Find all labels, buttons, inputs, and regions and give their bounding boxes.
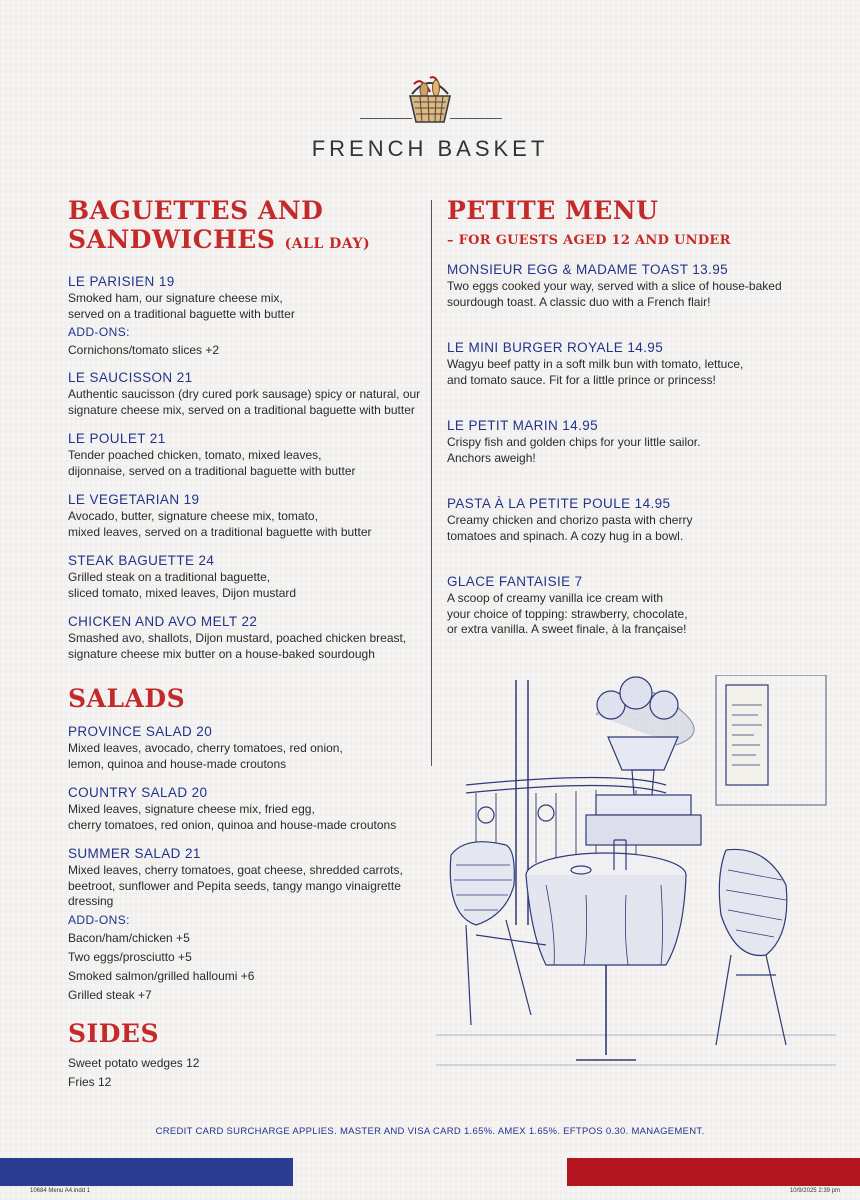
menu-item: SUMMER SALAD 21 Mixed leaves, cherry tomatoes, goat cheese, shredded carrots, beetroot, sunflower and Pepita seeds, tangy mango vinaigrette dressing ADD-ONS: Bacon/ham/chicken +5 Two eggs/prosciutto +5 Smoked salmon/grilled halloumi +6 Grilled steak +7 [68,845,428,1005]
column-divider [431,200,432,766]
addon-line: Two eggs/prosciutto +5 [68,949,192,964]
menu-item: LE PARISIEN 19 Smoked ham, our signature cheese mix, served on a traditional baguette with butter ADD-ONS: Cornichons/tomato slices +2 [68,274,295,357]
surcharge-note: CREDIT CARD SURCHARGE APPLIES. MASTER AND VISA CARD 1.65%. AMEX 1.65%. EFTPOS 0.30. MANAGEMENT. [155,1126,705,1137]
baguettes-title: BAGUETTES AND SANDWICHES (ALL DAY) [68,196,371,254]
menu-item: COUNTRY SALAD 20 Mixed leaves, signature cheese mix, fried egg, cherry tomatoes, red onion, quinoa and house-made croutons [68,785,397,832]
cafe-illustration [436,675,836,1095]
baguettes-note: (ALL DAY) [284,236,371,252]
menu-item: CHICKEN AND AVO MELT 22 Smashed avo, shallots, Dijon mustard, poached chicken breast, signature cheese mix butter on a house-baked sourdough [68,614,407,661]
petite-menu-title: PETITE MENU [447,196,659,225]
menu-item: PASTA À LA PETITE POULE 14.95 Creamy chicken and chorizo pasta with cherry tomatoes and spinach. A cozy hug in a bowl. [447,496,693,543]
menu-item: STEAK BAGUETTE 24 Grilled steak on a traditional baguette, sliced tomato, mixed leaves, Dijon mustard [68,553,297,600]
menu-item: GLACE FANTAISIE 7 A scoop of creamy vanilla ice cream with your choice of topping: strawberry, chocolate, or extra vanilla. A sweet finale, à la française! [447,574,688,636]
addon-line: Smoked salmon/grilled halloumi +6 [68,968,255,983]
side-item: Sweet potato wedges 12 [68,1055,200,1070]
print-slug-left: 10684 Menu A4.indd 1 [30,1188,91,1194]
logo-rule-right [450,118,502,119]
left-column [68,196,428,1092]
menu-item: PROVINCE SALAD 20 Mixed leaves, avocado, cherry tomatoes, red onion, lemon, quinoa and house-made croutons [68,724,343,771]
flag-band-blue [0,1158,293,1186]
logo [0,70,860,130]
menu-item: LE VEGETARIAN 19 Avocado, butter, signature cheese mix, tomato, mixed leaves, served on a traditional baguette with butter [68,492,372,539]
menu-item: LE SAUCISSON 21 Authentic saucisson (dry cured pork sausage) spicy or natural, our signature cheese mix, served on a traditional baguette with butter [68,370,421,417]
print-slug-right: 10/9/2025 2:39 pm [789,1188,840,1194]
menu-item: LE POULET 21 Tender poached chicken, tomato, mixed leaves, dijonnaise, served on a traditional baguette with butter [68,431,356,478]
menu-item: MONSIEUR EGG & MADAME TOAST 13.95 Two eggs cooked your way, served with a slice of house-baked sourdough toast. A classic duo with a French flair! [447,262,782,309]
salads-title: SALADS [68,684,186,713]
basket-icon [400,70,460,130]
sides-title: SIDES [68,1018,160,1048]
addon-line: Grilled steak +7 [68,987,152,1002]
petite-menu-subtitle: – FOR GUESTS AGED 12 AND UNDER [447,233,731,248]
side-item: Fries 12 [68,1074,112,1089]
logo-rule-left [360,118,412,119]
menu-item: LE PETIT MARIN 14.95 Crispy fish and golden chips for your little sailor. Anchors aweigh! [447,418,701,465]
brand-name: FRENCH BASKET [311,136,549,161]
flag-band-red [567,1158,860,1186]
menu-item: LE MINI BURGER ROYALE 14.95 Wagyu beef patty in a soft milk bun with tomato, lettuce, and tomato sauce. Fit for a little prince or princess! [447,340,744,387]
right-column [447,196,807,638]
sides-list [68,1054,428,1092]
addon-line: Bacon/ham/chicken +5 [68,930,190,945]
